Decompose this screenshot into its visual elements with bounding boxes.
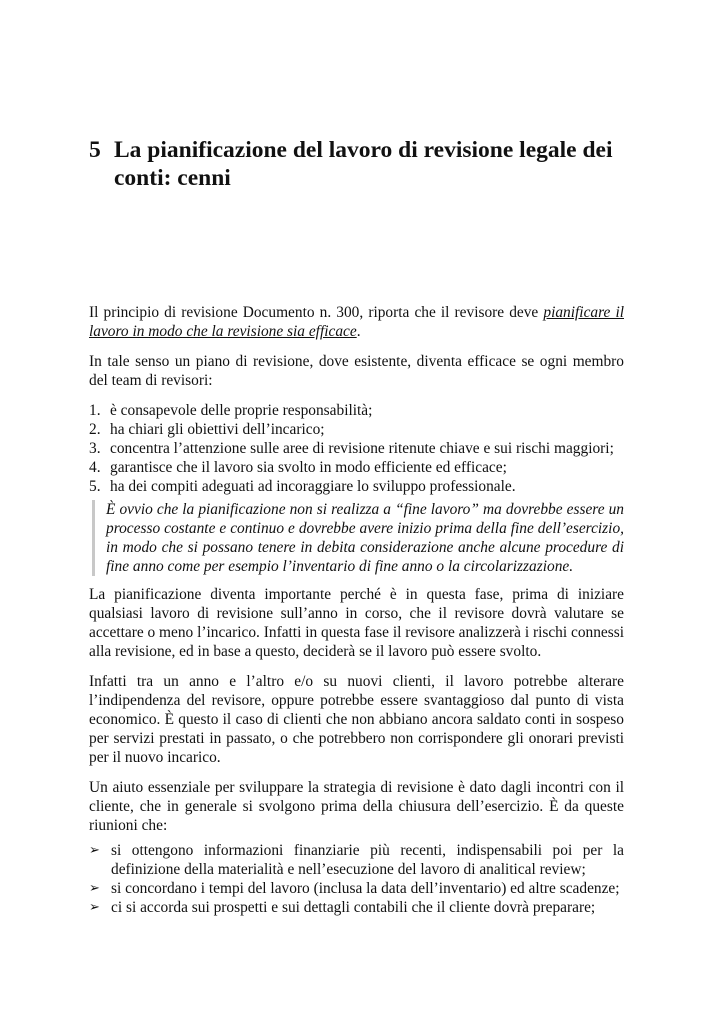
list-number: 1. <box>89 402 101 419</box>
numbered-list <box>89 401 624 496</box>
list-number: 5. <box>89 478 101 495</box>
meetings-paragraph: Un aiuto essenziale per sviluppare la strategia di revisione è dato dagli incontri con il cliente, che in generale si svolgono prima della chiusura dell’esercizio. È da queste riunioni che: <box>89 779 624 834</box>
list-text: garantisce che il lavoro sia svolto in modo efficiente ed efficace; <box>110 459 507 476</box>
intro-end: . <box>356 323 361 340</box>
list-item <box>89 420 624 439</box>
planning-paragraph: La pianificazione diventa importante perché è in questa fase, prima di iniziare qualsiasi lavoro di revisione sull’anno in corso, che il revisore dovrà valutare se accettare o meno l’incarico. Infatti in questa fase il revisore analizzerà i rischi connessi alla revisione, ed in base a questo, deciderà se il lavoro può essere svolto. <box>89 586 625 660</box>
list-item <box>89 401 624 420</box>
arrow-bullet-icon: ➢ <box>89 881 100 896</box>
arrow-list-text: si ottengono informazioni finanziarie più recenti, indispensabili poi per la definizione della materialità e nell’esecuzione del lavoro di analitical review; <box>111 842 624 878</box>
list-text: è consapevole delle proprie responsabilità; <box>110 402 373 419</box>
arrow-list-text: si concordano i tempi del lavoro (inclusa la data dell’inventario) ed altre scadenze; <box>111 880 620 897</box>
team-paragraph: In tale senso un piano di revisione, dove esistente, diventa efficace se ogni membro del team di revisori: <box>89 353 624 389</box>
arrow-list-item <box>89 841 624 879</box>
arrow-bullet-icon: ➢ <box>89 843 100 858</box>
chapter-heading <box>89 136 649 192</box>
arrow-bullet-icon: ➢ <box>89 900 100 915</box>
list-number: 3. <box>89 440 101 457</box>
list-number: 4. <box>89 459 101 476</box>
body-text <box>89 303 624 917</box>
list-item <box>89 477 624 496</box>
chapter-title: La pianificazione del lavoro di revisione legale dei conti: cenni <box>114 137 613 191</box>
intro-text: Il principio di revisione Documento n. 300, riporta che il revisore deve <box>89 304 544 321</box>
list-text: ha dei compiti adeguati ad incoraggiare lo sviluppo professionale. <box>110 478 516 495</box>
intro-emphasis: pianificare il lavoro in modo che la revisione sia efficace <box>89 304 624 340</box>
block-quote: È ovvio che la pianificazione non si realizza a “fine lavoro” ma dovrebbe essere un processo costante e continuo e dovrebbe avere inizio prima della fine dell’esercizio, in modo che si possano tenere in debita considerazione anche alcune procedure di fine anno come per esempio l’inventario di fine anno o la circolarizzazione. <box>92 500 624 576</box>
list-item <box>89 458 624 477</box>
arrow-list-text: ci si accorda sui prospetti e sui dettagli contabili che il cliente dovrà preparare; <box>111 899 596 916</box>
arrow-list <box>89 841 624 917</box>
list-text: concentra l’attenzione sulle aree di revisione ritenute chiave e sui rischi maggiori; <box>110 440 614 457</box>
arrow-list-item <box>89 898 624 917</box>
arrow-list-item <box>89 879 624 898</box>
list-text: ha chiari gli obiettivi dell’incarico; <box>110 421 325 438</box>
list-item <box>89 439 624 458</box>
list-number: 2. <box>89 421 101 438</box>
independence-paragraph: Infatti tra un anno e l’altro e/o su nuovi clienti, il lavoro potrebbe alterare l’indipendenza del revisore, oppure potrebbe essere svantaggioso dal punto di vista economico. È questo il caso di clienti che non abbiano ancora saldato conti in sospeso per servizi prestati in passato, o che potrebbero non corrispondere gli onorari previsti per il nuovo incarico. <box>89 673 624 766</box>
chapter-number: 5 <box>89 137 101 163</box>
intro-paragraph <box>89 303 624 341</box>
